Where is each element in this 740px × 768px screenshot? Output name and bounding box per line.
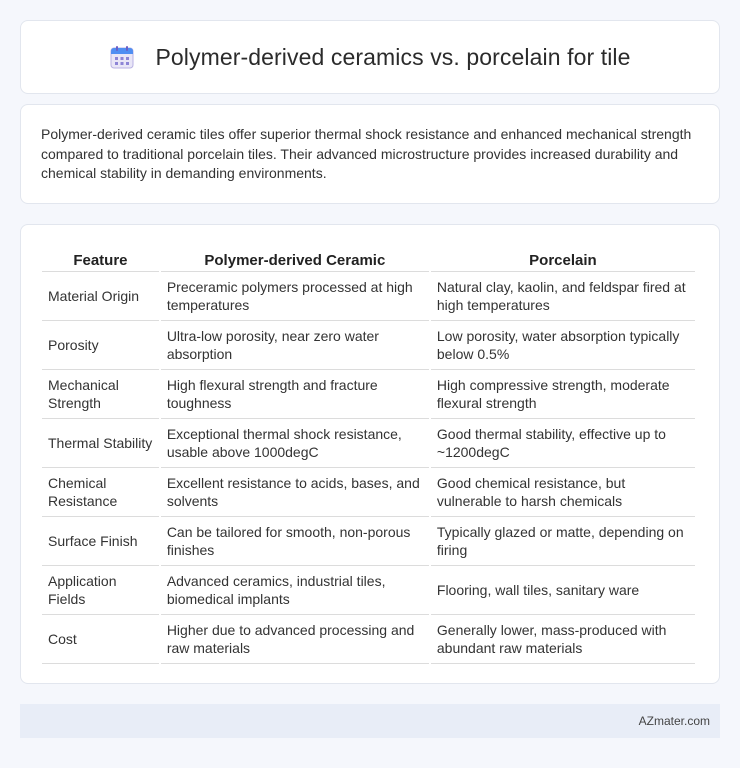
polymer-cell: Can be tailored for smooth, non-porous finishes (161, 517, 429, 566)
polymer-cell: Higher due to advanced processing and raw materials (161, 615, 429, 664)
intro-card (20, 104, 720, 204)
porcelain-cell: High compressive strength, moderate flexural strength (431, 370, 695, 419)
table-row (42, 419, 695, 468)
table-row (42, 321, 695, 370)
feature-cell: Application Fields (42, 566, 159, 615)
column-header-polymer-derived: Polymer-derived Ceramic (161, 245, 429, 272)
footer (20, 704, 720, 738)
polymer-cell: Excellent resistance to acids, bases, and solvents (161, 468, 429, 517)
porcelain-cell: Good thermal stability, effective up to ~1200degC (431, 419, 695, 468)
porcelain-cell: Typically glazed or matte, depending on firing (431, 517, 695, 566)
table-row (42, 370, 695, 419)
polymer-cell: Advanced ceramics, industrial tiles, biomedical implants (161, 566, 429, 615)
footer-source[interactable]: AZmater.com (638, 714, 710, 728)
page-title: Polymer-derived ceramics vs. porcelain for tile (155, 43, 631, 70)
table-row (42, 615, 695, 664)
polymer-cell: Exceptional thermal shock resistance, usable above 1000degC (161, 419, 429, 468)
table-row (42, 272, 695, 321)
feature-cell: Cost (42, 615, 159, 664)
porcelain-cell: Good chemical resistance, but vulnerable to harsh chemicals (431, 468, 695, 517)
feature-cell: Porosity (42, 321, 159, 370)
feature-cell: Mechanical Strength (42, 370, 159, 419)
column-header-porcelain: Porcelain (431, 245, 695, 272)
porcelain-cell: Flooring, wall tiles, sanitary ware (431, 566, 695, 615)
porcelain-cell: Natural clay, kaolin, and feldspar fired at high temperatures (431, 272, 695, 321)
column-header-feature: Feature (42, 245, 159, 272)
feature-cell: Thermal Stability (42, 419, 159, 468)
polymer-cell: High flexural strength and fracture toughness (161, 370, 429, 419)
polymer-cell: Preceramic polymers processed at high temperatures (161, 272, 429, 321)
feature-cell: Chemical Resistance (42, 468, 159, 517)
table-header-row (42, 245, 695, 272)
intro-paragraph: Polymer-derived ceramic tiles offer superior thermal shock resistance and enhanced mechanical strength compared to traditional porcelain tiles. Their advanced microstructure provides increased durability and chemical stability in demanding environments. (41, 126, 692, 181)
porcelain-cell: Low porosity, water absorption typically below 0.5% (431, 321, 695, 370)
title-card (20, 20, 720, 94)
feature-cell: Surface Finish (42, 517, 159, 566)
table-row (42, 517, 695, 566)
comparison-table (40, 245, 697, 664)
feature-cell: Material Origin (42, 272, 159, 321)
calendar-icon (109, 44, 135, 70)
table-row (42, 566, 695, 615)
table-card (20, 224, 720, 684)
porcelain-cell: Generally lower, mass-produced with abundant raw materials (431, 615, 695, 664)
table-row (42, 468, 695, 517)
polymer-cell: Ultra-low porosity, near zero water absorption (161, 321, 429, 370)
